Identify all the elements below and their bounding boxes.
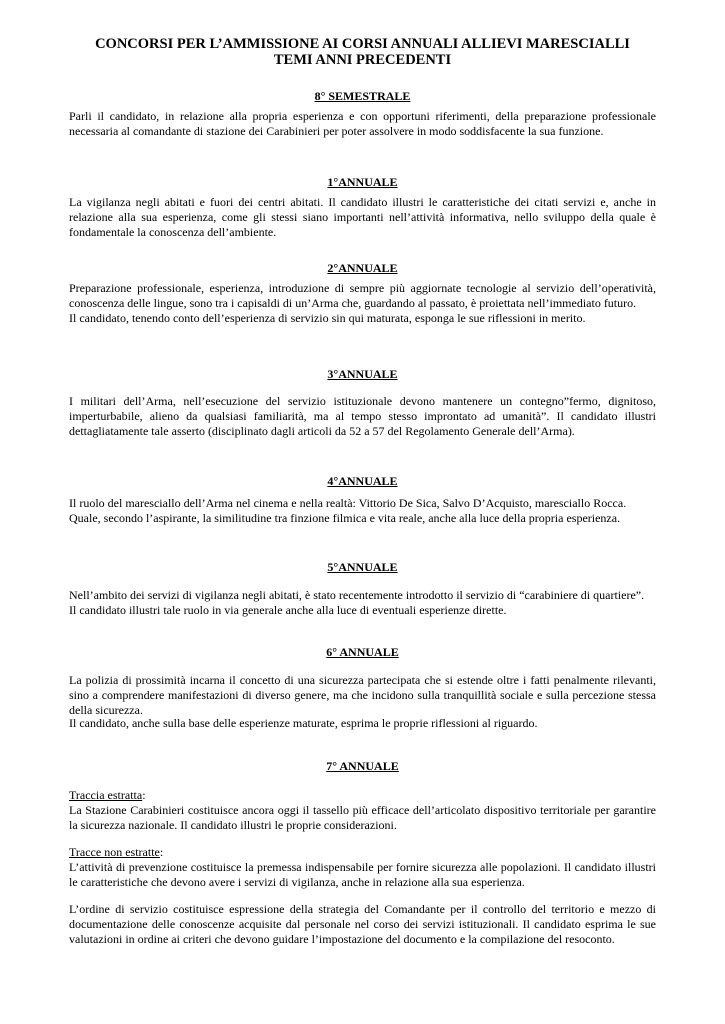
section-text-4-annuale: Il ruolo del maresciallo dell’Arma nel cinema e nella realtà: Vittorio De Sica, Salvo D’Acquisto, maresciallo Rocca. xyxy=(69,496,627,510)
label-traccia-estratta xyxy=(69,788,656,803)
label-traccia-estratta-text: Traccia estratta xyxy=(69,788,143,802)
section-heading-6-annuale: 6° ANNUALE xyxy=(326,645,399,659)
section-text-7-annuale-non-estratta-1: L’attività di prevenzione costituisce la premessa indispensabile per fornire sicurezza alle popolazioni. Il candidato illustri le caratteristiche che devono avere i servizi di vigilanza, anche in relazione alla sua esperienza. xyxy=(69,860,656,889)
section-text-5-annuale: Nell’ambito dei servizi di vigilanza negli abitati, è stato recentemente introdotto il servizio di “carabiniere di quartiere”. xyxy=(69,588,645,602)
section-heading-1-annuale: 1°ANNUALE xyxy=(327,175,398,189)
section-text-8-semestrale: Parli il candidato, in relazione alla propria esperienza e con opportuni riferimenti, della preparazione professionale necessaria al comandante di stazione dei Carabinieri per poter assolvere in modo soddisfacente la sua funzione. xyxy=(69,109,656,138)
section-heading-5-annuale: 5°ANNUALE xyxy=(327,560,398,574)
section-text-6-annuale: La polizia di prossimità incarna il concetto di una sicurezza partecipata che si estende oltre i fatti penalmente rilevanti, sino a comprendere manifestazioni di diverso genere, ma che incidono sulla tranquillità sociale e sulla percezione stessa della sicurezza. xyxy=(69,673,656,717)
section-heading-7-annuale: 7° ANNUALE xyxy=(326,759,399,773)
title-line-1: CONCORSI PER L’AMMISSIONE AI CORSI ANNUALI ALLIEVI MARESCIALLI xyxy=(95,36,630,52)
section-text-2-annuale-2: Il candidato, tenendo conto dell’esperienza di servizio sin qui maturata, esponga le sue riflessioni in merito. xyxy=(69,311,586,325)
section-text-6-annuale-2: Il candidato, anche sulla base delle esperienze maturate, esprima le proprie riflessioni al riguardo. xyxy=(69,716,538,730)
section-text-2-annuale: Preparazione professionale, esperienza, introduzione di sempre più aggiornate tecnologie al servizio dell’operatività, conoscenza delle lingue, sono tra i capisaldi di un’Arma che, guardando al passato, è proiettata nell’immediato futuro. xyxy=(69,281,656,310)
section-text-4-annuale-2: Quale, secondo l’aspirante, la similitudine tra finzione filmica e vita reale, anche alla luce della propria esperienza. xyxy=(69,511,621,525)
document-title xyxy=(60,36,665,68)
section-text-7-annuale-estratta: La Stazione Carabinieri costituisce ancora oggi il tassello più efficace dell’articolato dispositivo territoriale per garantire la sicurezza nazionale. Il candidato illustri le proprie considerazioni. xyxy=(69,803,656,832)
title-line-2: TEMI ANNI PRECEDENTI xyxy=(273,52,452,68)
section-text-5-annuale-2: Il candidato illustri tale ruolo in via generale anche alla luce di eventuali esperienze dirette. xyxy=(69,603,507,617)
section-text-1-annuale: La vigilanza negli abitati e fuori dei centri abitati. Il candidato illustri le caratteristiche dei citati servizi e, anche in relazione alla sua esperienza, come gli stessi siano importanti nell’attività informativa, nello sviluppo della quale è fondamentale la conoscenza dell’ambiente. xyxy=(69,195,656,239)
label-tracce-non-estratte xyxy=(69,845,656,860)
section-text-7-annuale-non-estratta-2: L’ordine di servizio costituisce espressione della strategia del Comandante per il controllo del territorio e mezzo di documentazione delle conoscenze acquisite dal personale nel corso dei servizi istituzionali. Il candidato esprima le sue valutazioni in ordine ai criteri che devono guidare l’impostazione del documento e la compilazione del resoconto. xyxy=(69,902,656,946)
section-text-3-annuale: I militari dell’Arma, nell’esecuzione del servizio istituzionale devono mantenere un contegno”fermo, dignitoso, imperturbabile, alieno da qualsiasi familiarità, ma al tempo stesso improntato ad umanità”. Il candidato illustri dettagliatamente tale asserto (disciplinato dagli articoli da 52 a 57 del Regolamento Generale dell’Arma). xyxy=(69,394,656,438)
section-heading-3-annuale: 3°ANNUALE xyxy=(327,367,398,381)
section-heading-2-annuale: 2°ANNUALE xyxy=(327,261,398,275)
label-tracce-non-estratte-text: Tracce non estratte xyxy=(69,845,160,859)
section-heading-8-semestrale: 8° SEMESTRALE xyxy=(314,89,411,103)
label-traccia-estratta-colon: : xyxy=(142,788,146,802)
label-tracce-non-estratte-colon: : xyxy=(159,845,164,859)
section-heading-4-annuale: 4°ANNUALE xyxy=(327,474,398,488)
